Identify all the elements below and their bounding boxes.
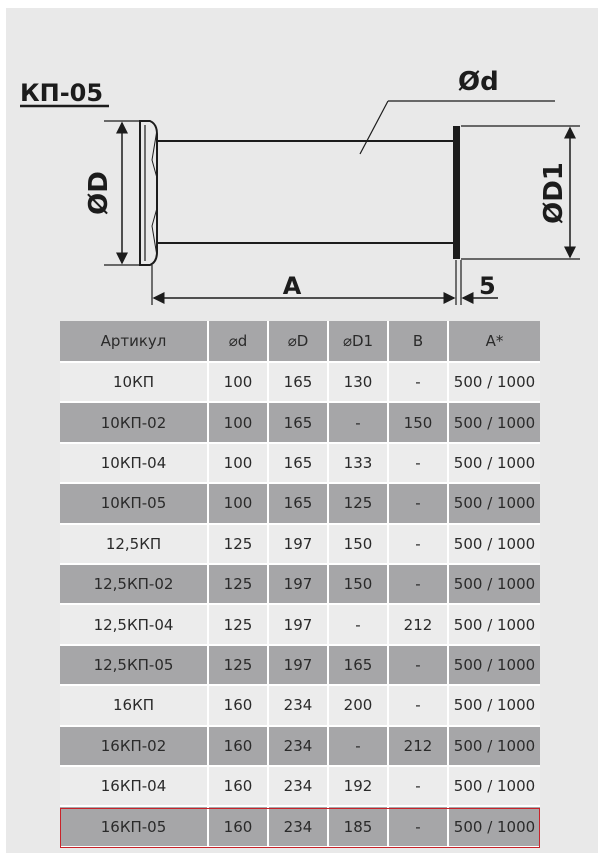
cell-article: 12,5КП-05: [60, 645, 208, 685]
table-row: [60, 564, 540, 604]
table-row: [60, 604, 540, 644]
cell-B: -: [388, 483, 448, 523]
cell-article: 12,5КП-04: [60, 604, 208, 644]
cell-D1: 133: [328, 443, 388, 483]
header-d: ⌀d: [208, 321, 268, 362]
cell-article: 10КП-02: [60, 402, 208, 442]
cell-A: 500 / 1000: [448, 604, 540, 644]
cell-D: 197: [268, 524, 328, 564]
table-row: [60, 362, 540, 402]
cell-D1: 130: [328, 362, 388, 402]
cell-D1: -: [328, 726, 388, 766]
technical-drawing: [0, 0, 604, 320]
cell-A: 500 / 1000: [448, 645, 540, 685]
cell-D1: -: [328, 604, 388, 644]
cell-A: 500 / 1000: [448, 483, 540, 523]
cell-article: 10КП: [60, 362, 208, 402]
cell-B: 212: [388, 604, 448, 644]
label-d: Ød: [458, 67, 499, 97]
cell-d: 100: [208, 483, 268, 523]
table-row: [60, 726, 540, 766]
cell-d: 160: [208, 685, 268, 725]
cell-A: 500 / 1000: [448, 726, 540, 766]
cell-article: 10КП-04: [60, 443, 208, 483]
table-row: [60, 766, 540, 806]
cell-d: 125: [208, 524, 268, 564]
cell-D: 234: [268, 766, 328, 806]
header-article: Артикул: [60, 321, 208, 362]
header-D: ⌀D: [268, 321, 328, 362]
cell-D1: 192: [328, 766, 388, 806]
cell-article: 16КП: [60, 685, 208, 725]
cell-A: 500 / 1000: [448, 402, 540, 442]
table-row: [60, 402, 540, 442]
cell-article: 12,5КП-02: [60, 564, 208, 604]
cell-D: 234: [268, 806, 328, 847]
cell-article: 12,5КП: [60, 524, 208, 564]
cell-D1: 200: [328, 685, 388, 725]
cell-D: 197: [268, 645, 328, 685]
cell-d: 100: [208, 402, 268, 442]
cell-d: 125: [208, 604, 268, 644]
cell-D: 165: [268, 483, 328, 523]
cell-B: -: [388, 362, 448, 402]
table-row: [60, 443, 540, 483]
cell-B: 150: [388, 402, 448, 442]
cell-D: 165: [268, 362, 328, 402]
cell-d: 125: [208, 645, 268, 685]
cell-D1: 150: [328, 524, 388, 564]
table-row-highlighted: [60, 806, 540, 847]
cell-d: 160: [208, 766, 268, 806]
cell-D: 165: [268, 402, 328, 442]
cell-D1: -: [328, 402, 388, 442]
cell-B: -: [388, 685, 448, 725]
flange-left: [140, 121, 157, 265]
cell-article: 10КП-05: [60, 483, 208, 523]
cell-d: 100: [208, 362, 268, 402]
drawing-title: КП-05: [20, 79, 104, 107]
cell-D: 234: [268, 726, 328, 766]
cell-D1: 150: [328, 564, 388, 604]
cell-D: 234: [268, 685, 328, 725]
header-A: A*: [448, 321, 540, 362]
cell-B: -: [388, 766, 448, 806]
cell-B: -: [388, 806, 448, 847]
cell-B: -: [388, 564, 448, 604]
cell-A: 500 / 1000: [448, 564, 540, 604]
header-B: B: [388, 321, 448, 362]
end-ring: [453, 126, 460, 259]
label-D1: ØD1: [539, 162, 569, 224]
cell-B: 212: [388, 726, 448, 766]
cell-article: 16КП-02: [60, 726, 208, 766]
cell-d: 100: [208, 443, 268, 483]
cell-A: 500 / 1000: [448, 362, 540, 402]
cell-A: 500 / 1000: [448, 766, 540, 806]
table-row: [60, 483, 540, 523]
table-header-row: [60, 321, 540, 362]
cell-d: 160: [208, 726, 268, 766]
header-D1: ⌀D1: [328, 321, 388, 362]
dimension-A: [152, 260, 498, 305]
cell-d: 160: [208, 806, 268, 847]
specs-table: [60, 321, 540, 848]
cell-D: 197: [268, 604, 328, 644]
cell-D1: 125: [328, 483, 388, 523]
cell-A: 500 / 1000: [448, 806, 540, 847]
cell-D1: 185: [328, 806, 388, 847]
cell-article: 16КП-05: [60, 806, 208, 847]
pipe-body: [157, 141, 456, 243]
cell-article: 16КП-04: [60, 766, 208, 806]
cell-B: -: [388, 645, 448, 685]
table-row: [60, 685, 540, 725]
cell-B: -: [388, 524, 448, 564]
table-row: [60, 645, 540, 685]
label-D: ØD: [84, 171, 114, 215]
cell-A: 500 / 1000: [448, 524, 540, 564]
label-A: A: [282, 272, 302, 300]
label-5: 5: [479, 272, 496, 300]
cell-A: 500 / 1000: [448, 443, 540, 483]
cell-d: 125: [208, 564, 268, 604]
cell-D: 165: [268, 443, 328, 483]
cell-B: -: [388, 443, 448, 483]
cell-D: 197: [268, 564, 328, 604]
cell-D1: 165: [328, 645, 388, 685]
table-row: [60, 524, 540, 564]
cell-A: 500 / 1000: [448, 685, 540, 725]
